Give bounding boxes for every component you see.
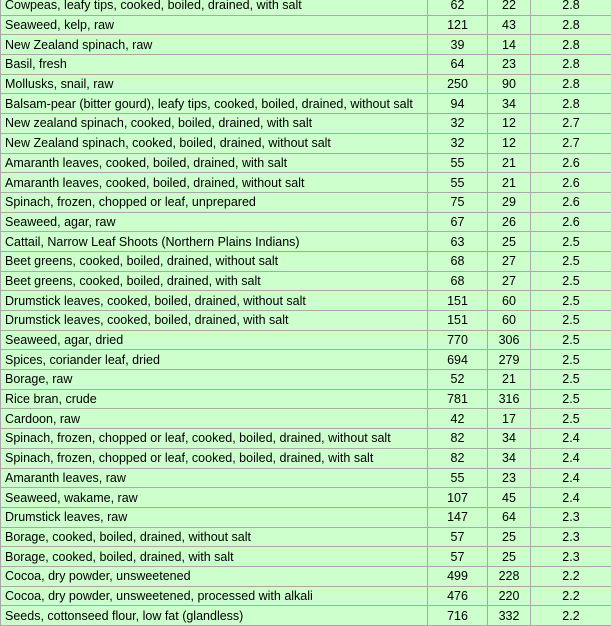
value-cell-2: 34 — [488, 429, 531, 449]
food-name-cell: Mollusks, snail, raw — [1, 74, 428, 94]
ratio-cell: 2.5 — [531, 409, 611, 429]
value-cell-2: 21 — [488, 153, 531, 173]
ratio-cell: 2.2 — [531, 606, 611, 626]
value-cell-1: 62 — [428, 0, 488, 15]
table-row — [1, 212, 611, 232]
food-name-cell: Beet greens, cooked, boiled, drained, with salt — [1, 271, 428, 291]
table-row — [1, 0, 611, 15]
ratio-cell: 2.5 — [531, 251, 611, 271]
table-row — [1, 330, 611, 350]
value-cell-1: 716 — [428, 606, 488, 626]
table-row — [1, 94, 611, 114]
value-cell-1: 42 — [428, 409, 488, 429]
ratio-cell: 2.8 — [531, 94, 611, 114]
value-cell-1: 52 — [428, 370, 488, 390]
value-cell-2: 22 — [488, 0, 531, 15]
ratio-cell: 2.6 — [531, 212, 611, 232]
table-row — [1, 271, 611, 291]
table-row — [1, 547, 611, 567]
ratio-cell: 2.4 — [531, 448, 611, 468]
value-cell-1: 82 — [428, 448, 488, 468]
value-cell-1: 499 — [428, 566, 488, 586]
table-row — [1, 429, 611, 449]
value-cell-1: 770 — [428, 330, 488, 350]
value-cell-2: 14 — [488, 35, 531, 55]
value-cell-1: 67 — [428, 212, 488, 232]
ratio-cell: 2.8 — [531, 0, 611, 15]
ratio-cell: 2.4 — [531, 468, 611, 488]
value-cell-2: 12 — [488, 114, 531, 134]
table-row — [1, 15, 611, 35]
value-cell-1: 151 — [428, 311, 488, 331]
food-name-cell: Seaweed, wakame, raw — [1, 488, 428, 508]
food-name-cell: Seaweed, agar, raw — [1, 212, 428, 232]
value-cell-2: 60 — [488, 311, 531, 331]
table-row — [1, 527, 611, 547]
value-cell-1: 94 — [428, 94, 488, 114]
table-row — [1, 448, 611, 468]
value-cell-2: 60 — [488, 291, 531, 311]
food-name-cell: Spinach, frozen, chopped or leaf, unprepared — [1, 192, 428, 212]
food-name-cell: Borage, raw — [1, 370, 428, 390]
ratio-cell: 2.5 — [531, 370, 611, 390]
value-cell-2: 26 — [488, 212, 531, 232]
value-cell-1: 57 — [428, 527, 488, 547]
food-name-cell: Cowpeas, leafy tips, cooked, boiled, drained, with salt — [1, 0, 428, 15]
food-name-cell: Cocoa, dry powder, unsweetened — [1, 566, 428, 586]
value-cell-2: 27 — [488, 271, 531, 291]
value-cell-1: 147 — [428, 507, 488, 527]
food-name-cell: Cattail, Narrow Leaf Shoots (Northern Plains Indians) — [1, 232, 428, 252]
value-cell-1: 63 — [428, 232, 488, 252]
value-cell-2: 332 — [488, 606, 531, 626]
table-row — [1, 488, 611, 508]
value-cell-1: 476 — [428, 586, 488, 606]
value-cell-2: 17 — [488, 409, 531, 429]
food-name-cell: New Zealand spinach, cooked, boiled, drained, without salt — [1, 133, 428, 153]
table-row — [1, 468, 611, 488]
value-cell-2: 21 — [488, 370, 531, 390]
value-cell-2: 306 — [488, 330, 531, 350]
value-cell-2: 90 — [488, 74, 531, 94]
value-cell-1: 694 — [428, 350, 488, 370]
food-name-cell: Drumstick leaves, cooked, boiled, drained, without salt — [1, 291, 428, 311]
value-cell-2: 220 — [488, 586, 531, 606]
food-name-cell: Seaweed, agar, dried — [1, 330, 428, 350]
table-row — [1, 389, 611, 409]
ratio-cell: 2.3 — [531, 507, 611, 527]
value-cell-2: 45 — [488, 488, 531, 508]
food-name-cell: Seeds, cottonseed flour, low fat (glandless) — [1, 606, 428, 626]
value-cell-2: 34 — [488, 94, 531, 114]
value-cell-1: 55 — [428, 468, 488, 488]
food-name-cell: Basil, fresh — [1, 55, 428, 75]
ratio-cell: 2.8 — [531, 74, 611, 94]
value-cell-2: 316 — [488, 389, 531, 409]
ratio-cell: 2.6 — [531, 153, 611, 173]
food-name-cell: Amaranth leaves, cooked, boiled, drained, with salt — [1, 153, 428, 173]
ratio-cell: 2.5 — [531, 271, 611, 291]
table-row — [1, 251, 611, 271]
value-cell-2: 12 — [488, 133, 531, 153]
food-name-cell: Spinach, frozen, chopped or leaf, cooked, boiled, drained, with salt — [1, 448, 428, 468]
ratio-cell: 2.5 — [531, 350, 611, 370]
table-row — [1, 133, 611, 153]
table-row — [1, 74, 611, 94]
ratio-cell: 2.7 — [531, 114, 611, 134]
table-row — [1, 55, 611, 75]
value-cell-1: 121 — [428, 15, 488, 35]
value-cell-2: 23 — [488, 55, 531, 75]
table-row — [1, 507, 611, 527]
value-cell-2: 25 — [488, 547, 531, 567]
value-cell-2: 25 — [488, 232, 531, 252]
table-row — [1, 350, 611, 370]
food-name-cell: Drumstick leaves, cooked, boiled, drained, with salt — [1, 311, 428, 331]
food-name-cell: New zealand spinach, cooked, boiled, drained, with salt — [1, 114, 428, 134]
food-name-cell: Balsam-pear (bitter gourd), leafy tips, cooked, boiled, drained, without salt — [1, 94, 428, 114]
table-row — [1, 35, 611, 55]
food-name-cell: Amaranth leaves, raw — [1, 468, 428, 488]
table-row — [1, 311, 611, 331]
table-row — [1, 173, 611, 193]
value-cell-1: 107 — [428, 488, 488, 508]
value-cell-2: 228 — [488, 566, 531, 586]
ratio-cell: 2.6 — [531, 173, 611, 193]
ratio-cell: 2.5 — [531, 311, 611, 331]
value-cell-2: 21 — [488, 173, 531, 193]
value-cell-1: 39 — [428, 35, 488, 55]
value-cell-2: 25 — [488, 527, 531, 547]
table-row — [1, 370, 611, 390]
ratio-cell: 2.4 — [531, 488, 611, 508]
value-cell-1: 55 — [428, 173, 488, 193]
table-row — [1, 586, 611, 606]
food-name-cell: Spinach, frozen, chopped or leaf, cooked, boiled, drained, without salt — [1, 429, 428, 449]
value-cell-2: 279 — [488, 350, 531, 370]
table-row — [1, 232, 611, 252]
table-row — [1, 606, 611, 626]
food-name-cell: Drumstick leaves, raw — [1, 507, 428, 527]
food-name-cell: Borage, cooked, boiled, drained, without salt — [1, 527, 428, 547]
value-cell-2: 27 — [488, 251, 531, 271]
table-row — [1, 114, 611, 134]
food-name-cell: Cocoa, dry powder, unsweetened, processed with alkali — [1, 586, 428, 606]
value-cell-1: 68 — [428, 271, 488, 291]
value-cell-1: 151 — [428, 291, 488, 311]
value-cell-2: 34 — [488, 448, 531, 468]
value-cell-1: 55 — [428, 153, 488, 173]
ratio-cell: 2.2 — [531, 586, 611, 606]
food-name-cell: Beet greens, cooked, boiled, drained, without salt — [1, 251, 428, 271]
ratio-cell: 2.4 — [531, 429, 611, 449]
table-row — [1, 409, 611, 429]
value-cell-1: 64 — [428, 55, 488, 75]
ratio-cell: 2.5 — [531, 232, 611, 252]
ratio-cell: 2.8 — [531, 55, 611, 75]
value-cell-1: 68 — [428, 251, 488, 271]
ratio-cell: 2.5 — [531, 330, 611, 350]
value-cell-2: 29 — [488, 192, 531, 212]
ratio-cell: 2.6 — [531, 192, 611, 212]
food-name-cell: Amaranth leaves, cooked, boiled, drained, without salt — [1, 173, 428, 193]
food-name-cell: New Zealand spinach, raw — [1, 35, 428, 55]
table-row — [1, 153, 611, 173]
value-cell-1: 32 — [428, 133, 488, 153]
ratio-cell: 2.3 — [531, 527, 611, 547]
food-name-cell: Borage, cooked, boiled, drained, with salt — [1, 547, 428, 567]
ratio-cell: 2.7 — [531, 133, 611, 153]
ratio-cell: 2.5 — [531, 291, 611, 311]
value-cell-2: 64 — [488, 507, 531, 527]
value-cell-1: 781 — [428, 389, 488, 409]
table-row — [1, 566, 611, 586]
ratio-cell: 2.8 — [531, 35, 611, 55]
value-cell-1: 75 — [428, 192, 488, 212]
ratio-cell: 2.8 — [531, 15, 611, 35]
value-cell-2: 23 — [488, 468, 531, 488]
table-row — [1, 192, 611, 212]
value-cell-1: 57 — [428, 547, 488, 567]
food-name-cell: Rice bran, crude — [1, 389, 428, 409]
value-cell-1: 250 — [428, 74, 488, 94]
value-cell-1: 82 — [428, 429, 488, 449]
value-cell-1: 32 — [428, 114, 488, 134]
food-name-cell: Seaweed, kelp, raw — [1, 15, 428, 35]
ratio-cell: 2.3 — [531, 547, 611, 567]
value-cell-2: 43 — [488, 15, 531, 35]
food-name-cell: Spices, coriander leaf, dried — [1, 350, 428, 370]
ratio-cell: 2.2 — [531, 566, 611, 586]
food-name-cell: Cardoon, raw — [1, 409, 428, 429]
ratio-cell: 2.5 — [531, 389, 611, 409]
table-row — [1, 291, 611, 311]
